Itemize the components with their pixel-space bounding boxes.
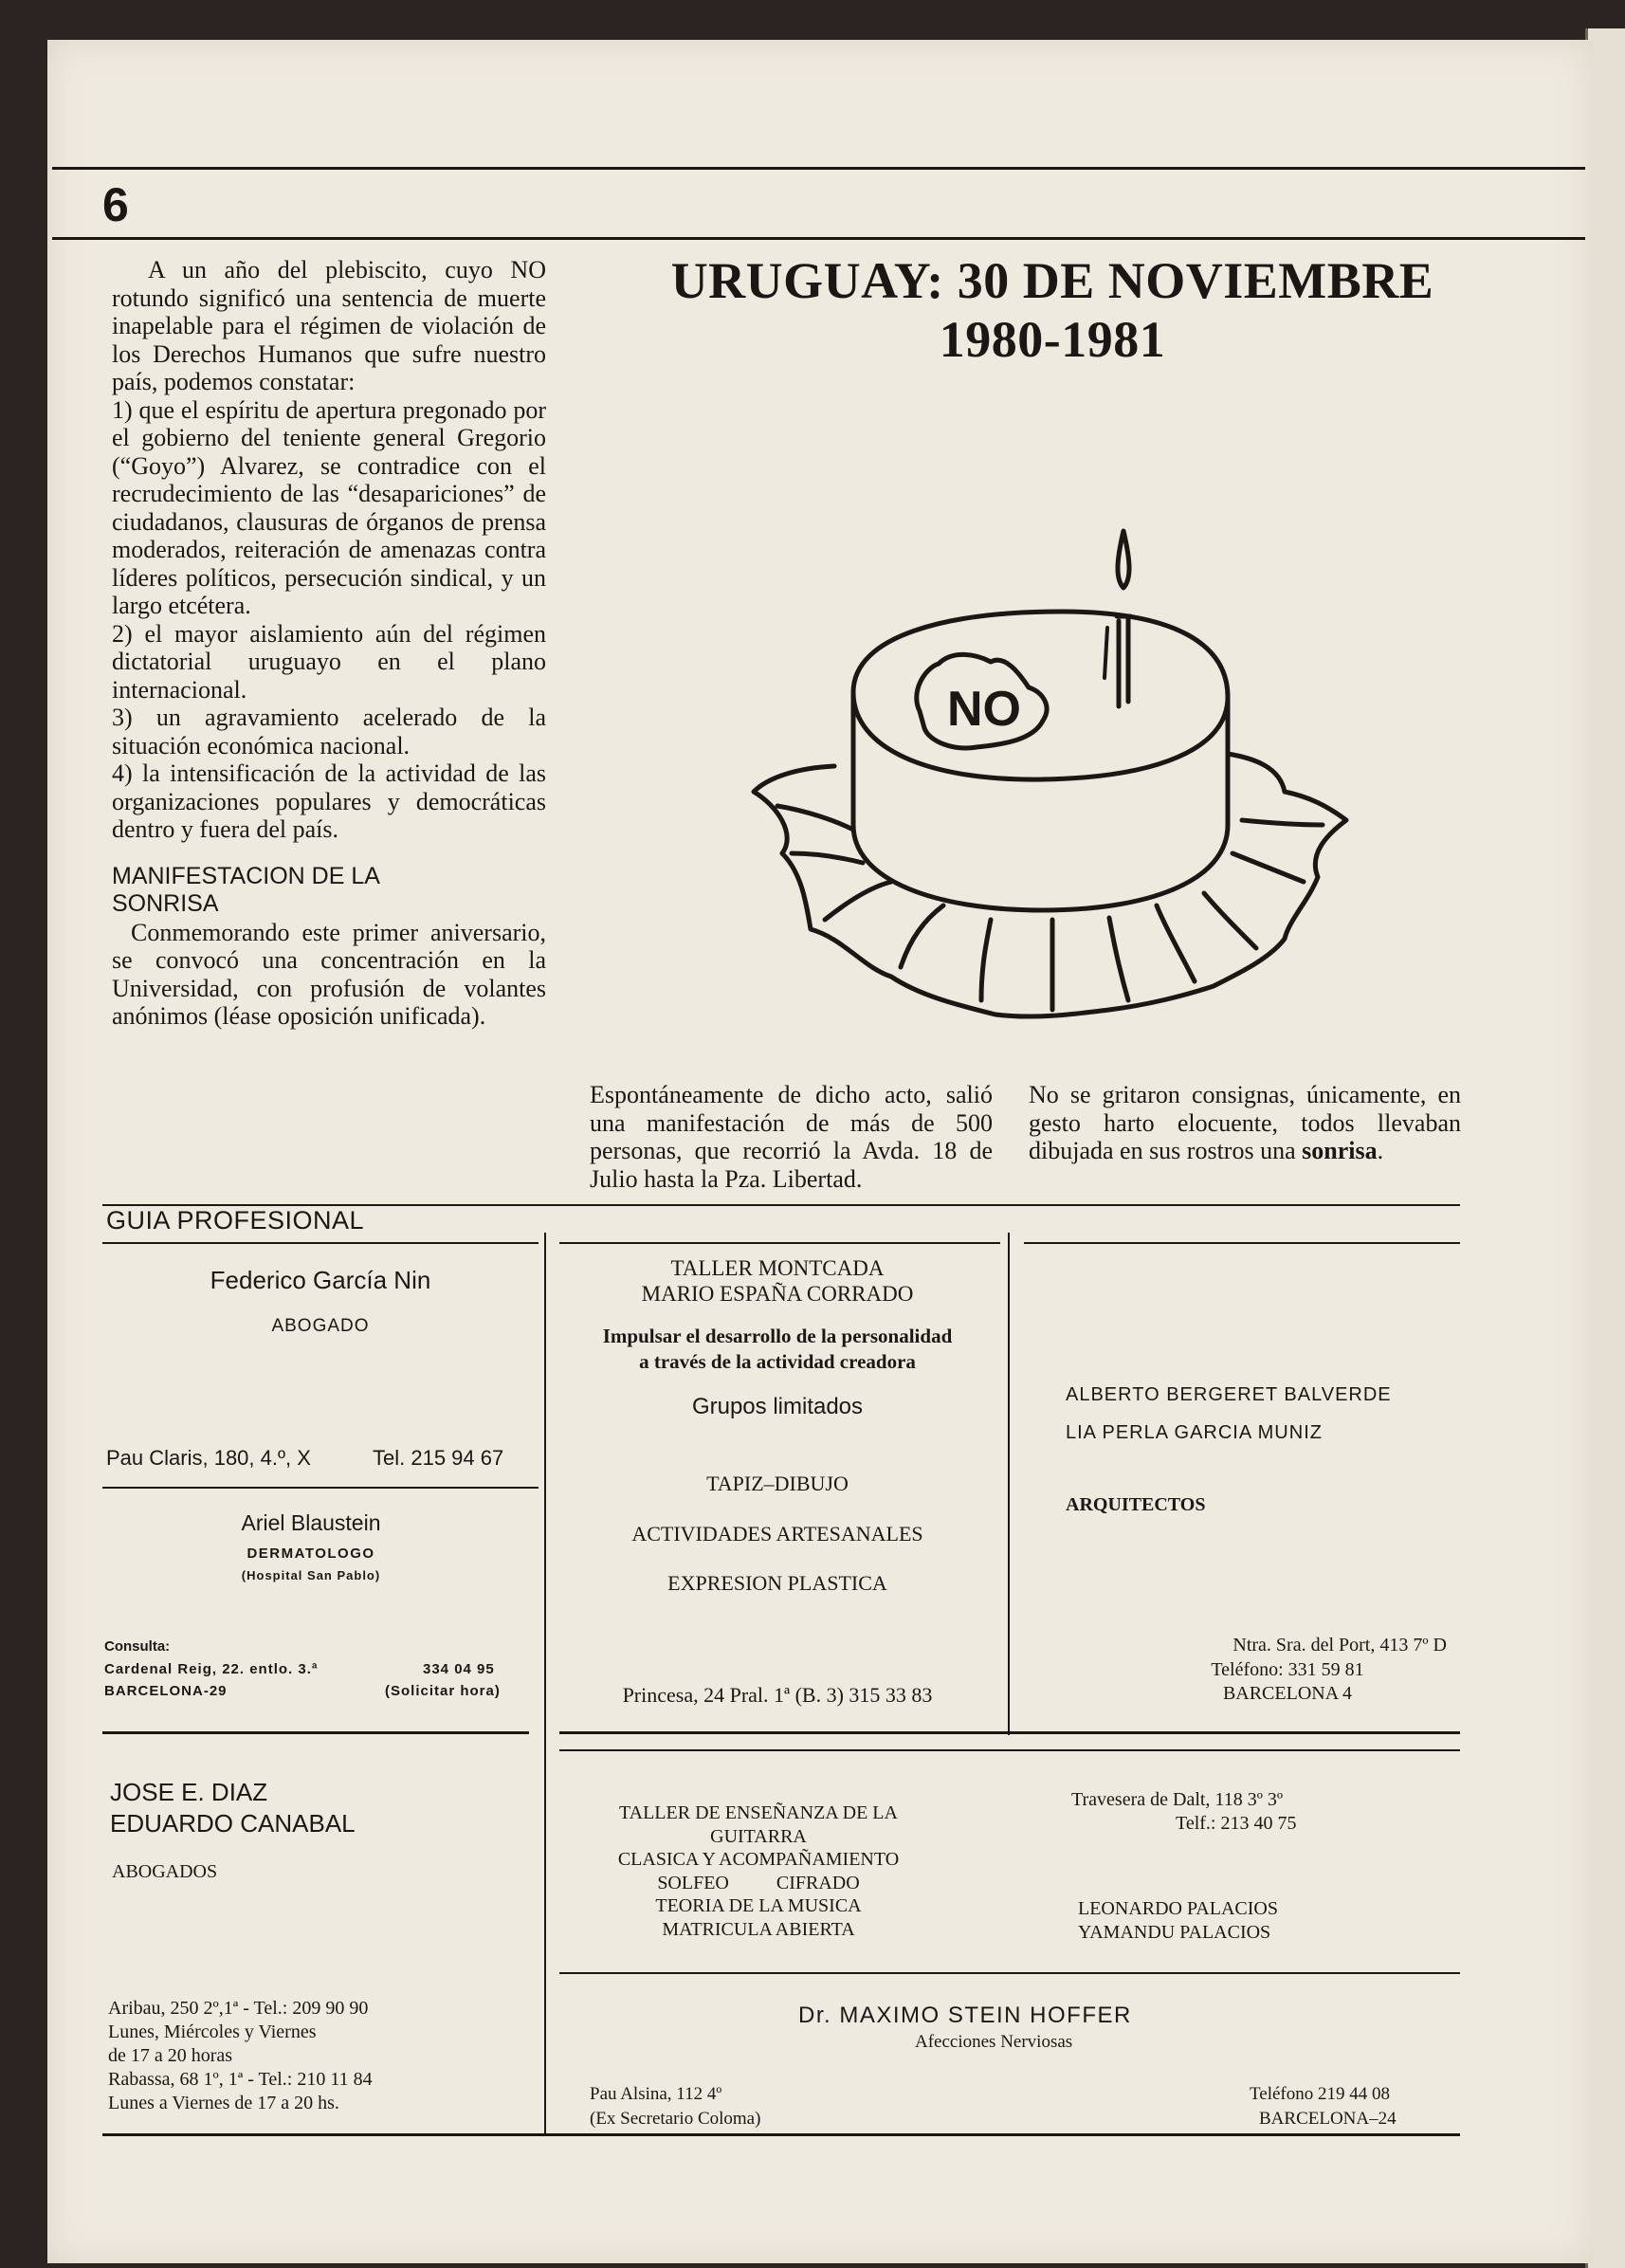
guia-divider-2 xyxy=(1008,1233,1010,1735)
guia-rule-middle-left xyxy=(102,1731,529,1734)
diaz-line-1: Aribau, 250 2º,1ª - Tel.: 209 90 90 xyxy=(108,1998,369,2019)
guia-rule-bottom xyxy=(102,2133,1460,2136)
guitarra-line-3: CLASICA Y ACOMPAÑAMIENTO xyxy=(617,1849,900,1870)
guitarra-line-4 xyxy=(569,1872,948,1895)
bergeret-city: BARCELONA 4 xyxy=(1222,1683,1353,1704)
col3-end: . xyxy=(1377,1137,1384,1164)
garcia-tel: Tel. 215 94 67 xyxy=(373,1446,504,1470)
guitarra-line-5: TEORIA DE LA MUSICA xyxy=(655,1895,862,1916)
point-2: 2) el mayor aislamiento aún del régimen dictatorial uruguayo en el plano internacional. xyxy=(112,619,546,704)
diaz-line-4: Rabassa, 68 1º, 1ª - Tel.: 210 11 84 xyxy=(108,2069,373,2090)
montcada-groups: Grupos limitados xyxy=(691,1394,864,1419)
blaustein-role: DERMATOLOGO xyxy=(246,1546,375,1562)
no-cake-illustration xyxy=(739,521,1356,1033)
headline xyxy=(578,251,1526,369)
garcia-rule-top xyxy=(102,1242,539,1244)
point-3: 3) un agravamiento acelerado de la situación económica nacional. xyxy=(112,704,546,759)
blaustein-consulta: Consulta: xyxy=(104,1638,171,1655)
palacios-name-1: LEONARDO PALACIOS xyxy=(1078,1898,1278,1919)
blaustein-name: Ariel Blaustein xyxy=(241,1510,381,1535)
blaustein-address: Cardenal Reig, 22. entlo. 3.ª xyxy=(104,1661,319,1677)
guitarra-solfeo: SOLFEO xyxy=(657,1872,729,1893)
montcada-rule-top xyxy=(559,1242,1000,1244)
diaz-name-1: JOSE E. DIAZ xyxy=(110,1778,268,1806)
stein-role: Afecciones Nerviosas xyxy=(915,2032,1073,2052)
stein-name: Dr. MAXIMO STEIN HOFFER xyxy=(798,2003,1132,2028)
garcia-name: Federico García Nin xyxy=(210,1266,431,1294)
guitarra-line-6: MATRICULA ABIERTA xyxy=(662,1918,855,1940)
guitarra-cifrado: CIFRADO xyxy=(776,1872,860,1893)
bergeret-rule-top xyxy=(1024,1242,1460,1244)
guia-rule-middle-right xyxy=(559,1731,1460,1734)
blaustein-city: BARCELONA-29 xyxy=(104,1683,228,1699)
bergeret-name-1: ALBERTO BERGERET BALVERDE xyxy=(1066,1384,1392,1405)
stein-city: BARCELONA–24 xyxy=(1259,2109,1397,2129)
page-number: 6 xyxy=(102,178,129,231)
garcia-role: ABOGADO xyxy=(271,1316,370,1336)
blaustein-hospital: (Hospital San Pablo) xyxy=(241,1568,381,1582)
montcada-tagline-1: Impulsar el desarrollo de la personalidad xyxy=(602,1325,953,1347)
article-column-middle: Espontáneamente de dicho acto, salió una manifestación de más de 500 personas, que recorrió la Avda. 18 de Julio hasta la Pza. Libertad. xyxy=(590,1081,993,1193)
guitarra-line-2: GUITARRA xyxy=(710,1825,807,1847)
garcia-rule-bottom xyxy=(102,1487,539,1489)
header-rule-bottom xyxy=(52,237,1585,240)
diaz-name-2: EDUARDO CANABAL xyxy=(110,1809,356,1838)
guitarra-line-1: TALLER DE ENSEÑANZA DE LA xyxy=(619,1802,898,1823)
guia-heading: GUIA PROFESIONAL xyxy=(106,1206,365,1235)
article-column-right xyxy=(1029,1081,1461,1165)
montcada-item-1: TAPIZ–DIBUJO xyxy=(706,1472,849,1495)
palacios-address: Travesera de Dalt, 118 3º 3º xyxy=(1071,1789,1284,1810)
stein-address: Pau Alsina, 112 4º xyxy=(590,2084,722,2104)
stein-address-note: (Ex Secretario Coloma) xyxy=(590,2109,761,2129)
montcada-tagline-2: a través de la actividad creadora xyxy=(639,1350,916,1373)
point-4: 4) la intensificación de la actividad de las organizaciones populares y democráticas dentro y fuera del país. xyxy=(112,759,546,843)
headline-line-2: 1980-1981 xyxy=(939,311,1166,368)
guitarra-ad xyxy=(569,1802,948,1941)
intro-paragraph: A un año del plebiscito, cuyo NO rotundo significó una sentencia de muerte inapelable para el régimen de violación de los Derechos Humanos que sufre nuestro país, podemos constatar: xyxy=(112,256,546,395)
blaustein-phone: 334 04 95 xyxy=(423,1661,495,1677)
stein-tel: Teléfono 219 44 08 xyxy=(1250,2084,1391,2104)
montcada-item-3: EXPRESION PLASTICA xyxy=(667,1571,887,1595)
guia-rule-middle-right-2 xyxy=(559,1749,1460,1751)
point-1: 1) que el espíritu de apertura pregonado por el gobierno del teniente general Gregorio (“Goyo”) Alvarez, se contradice con el recrudecimiento de las “desapariciones” de ciudadanos, clausuras de órganos de prensa moderados, reiteración de amenazas contra líderes políticos, persecución sindical, y un largo etcétera. xyxy=(112,395,546,619)
palacios-name-2: YAMANDU PALACIOS xyxy=(1078,1922,1271,1943)
subheading-sonrisa: MANIFESTACION DE LA SONRISA xyxy=(112,862,379,917)
diaz-role: ABOGADOS xyxy=(112,1861,218,1882)
bergeret-role: ARQUITECTOS xyxy=(1066,1494,1206,1515)
montcada-name-1: TALLER MONTCADA xyxy=(670,1256,885,1280)
bergeret-name-2: LIA PERLA GARCIA MUNIZ xyxy=(1066,1422,1323,1443)
cake-no-label: NO xyxy=(947,682,1021,737)
col3-text: No se gritaron consignas, únicamente, en gesto harto elocuente, todos llevaban dibujada en sus rostros una xyxy=(1029,1081,1461,1164)
montcada-item-2: ACTIVIDADES ARTESANALES xyxy=(631,1522,923,1546)
sonrisa-paragraph: Conmemorando este primer aniversario, se convocó una concentración en la Universidad, con profusión de volantes anónimos (léase oposición unificada). xyxy=(112,918,546,1030)
diaz-line-3: de 17 a 20 horas xyxy=(108,2045,233,2066)
garcia-address: Pau Claris, 180, 4.º, X xyxy=(106,1446,311,1470)
blaustein-note: (Solicitar hora) xyxy=(385,1683,501,1699)
headline-line-1: URUGUAY: 30 DE NOVIEMBRE xyxy=(670,252,1434,309)
article-column-left xyxy=(112,256,546,1031)
header-rule-top xyxy=(52,167,1585,170)
montcada-name-2: MARIO ESPAÑA CORRADO xyxy=(641,1282,914,1306)
montcada-address: Princesa, 24 Pral. 1ª (B. 3) 315 33 83 xyxy=(622,1683,933,1707)
col3-emphasis: sonrisa xyxy=(1302,1137,1378,1164)
diaz-line-5: Lunes a Viernes de 17 a 20 hs. xyxy=(108,2093,339,2113)
palacios-phone: Telf.: 213 40 75 xyxy=(1176,1813,1297,1834)
bergeret-phone: Teléfono: 331 59 81 xyxy=(1211,1659,1364,1680)
stein-rule-top xyxy=(559,1972,1460,1974)
guia-divider-1 xyxy=(544,1233,546,2133)
bergeret-address: Ntra. Sra. del Port, 413 7º D xyxy=(1232,1635,1447,1655)
diaz-line-2: Lunes, Miércoles y Viernes xyxy=(108,2021,317,2042)
